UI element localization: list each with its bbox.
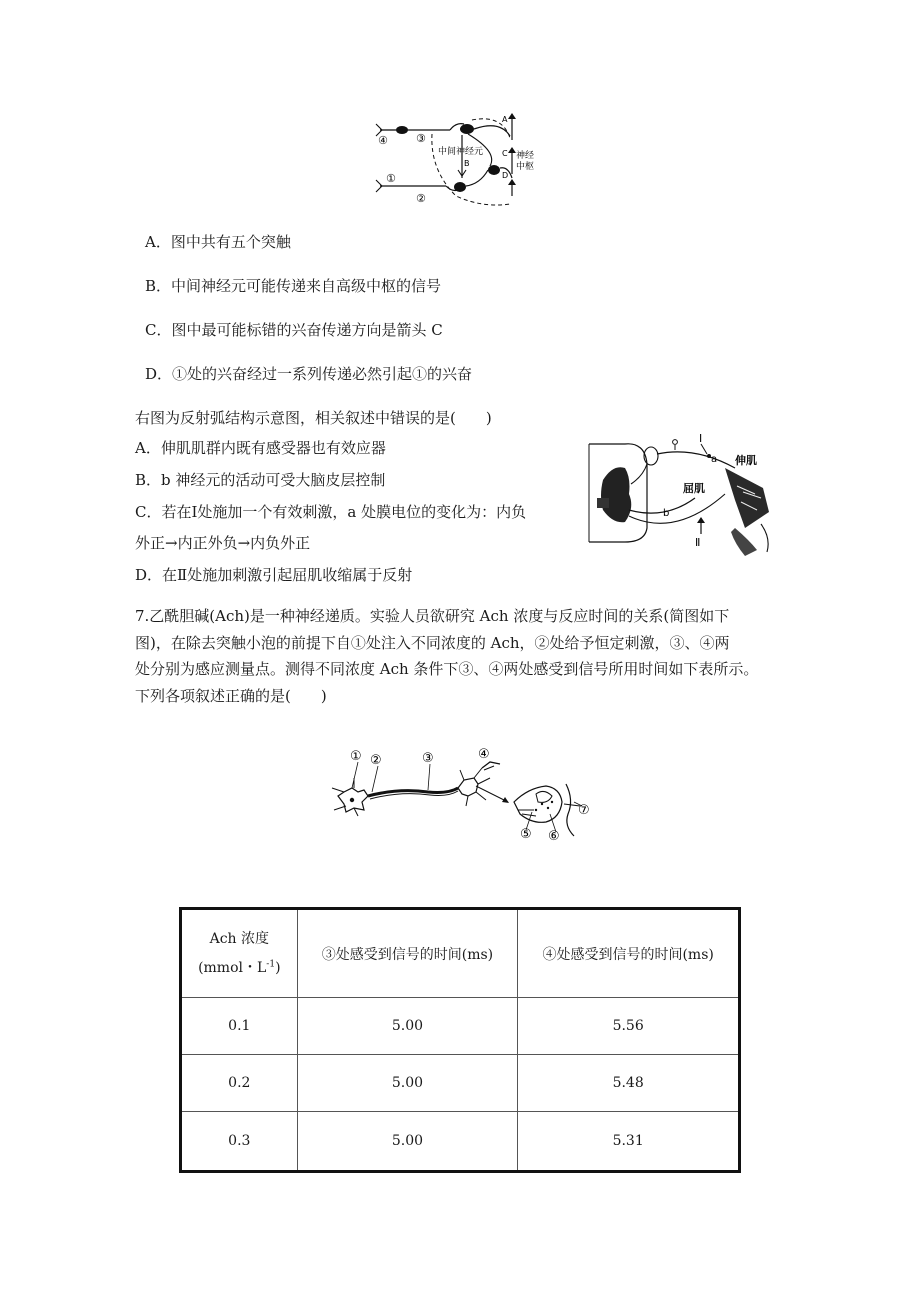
q-prev-option-a: A．图中共有五个突触 [145,233,291,251]
cell-concentration: 0.1 [181,998,298,1055]
fig1-label-4: ④ [378,134,388,147]
fig1-label-D: D [502,171,509,180]
ach-data-table [179,907,741,1173]
q-prev-option-c: C．图中最可能标错的兴奋传递方向是箭头 C [145,321,443,339]
q6-stem: 右图为反射弧结构示意图，相关叙述中错误的是( ) [135,409,492,427]
fig1-label-A: A [502,115,508,124]
q6-option-b: B．b 神经元的活动可受大脑皮层控制 [135,471,386,489]
header-ach-unit [198,960,280,976]
fig2-label-b: b [663,508,670,519]
fig2-label-flexor: 屈肌 [683,482,705,495]
figure-synapse [328,744,598,844]
table-row [181,1055,740,1112]
table-header-row [181,909,740,998]
q6-option-d: D．在Ⅱ处施加刺激引起屈肌收缩属于反射 [135,566,413,584]
q7-line-3: 处分别为感应测量点。测得不同浓度 Ach 条件下③、④两处感受到信号所用时间如下表所示。 [135,660,759,678]
fig1-label-interneuron: 中间神经元 [438,147,484,157]
fig3-label-5: ⑤ [520,827,532,842]
fig1-label-C: C [502,149,508,158]
fig3-label-4: ④ [478,747,490,762]
q7-line-2: 图)，在除去突触小泡的前提下自①处注入不同浓度的 Ach，②处给予恒定刺激，③、④两 [135,633,730,652]
fig2-label-a: a [711,454,718,465]
header-time-point-3: ③处感受到信号的时间(ms) [297,909,518,998]
table-row [181,998,740,1055]
fig1-label-3: ③ [416,132,426,145]
header-unit-close: ) [275,960,281,977]
figure-reflex-arc [585,428,777,560]
table-row [181,1112,740,1172]
header-time-point-4: ④处感受到信号的时间(ms) [518,909,740,998]
cell-time-3: 5.00 [297,1055,518,1112]
header-unit-base: (mmol・L [198,960,267,977]
cell-time-4: 5.31 [518,1112,740,1172]
header-unit-exponent: -1 [266,959,276,970]
q6-option-a: A．伸肌肌群内既有感受器也有效应器 [135,439,386,457]
cell-concentration: 0.2 [181,1055,298,1112]
q6-option-c: C．若在Ⅰ处施加一个有效刺激，a 处膜电位的变化为：内负 [135,503,527,521]
q7-stem [135,603,785,709]
cell-time-3: 5.00 [297,1112,518,1172]
fig1-label-B: B [464,159,470,168]
q6-option-c-cont: 外正→内正外负→内负外正 [135,534,311,552]
fig3-label-2: ② [370,753,382,768]
q-prev-option-b: B．中间神经元可能传递来自高级中枢的信号 [145,277,442,295]
fig2-label-extensor: 伸肌 [735,454,757,467]
q7-line-1: 7.乙酰胆碱(Ach)是一种神经递质。实验人员欲研究 Ach 浓度与反应时间的关系(简图如下 [135,607,730,625]
fig1-label-2: ② [416,192,426,205]
fig3-label-6: ⑥ [548,829,560,844]
figure-neural-pathway [372,108,552,210]
fig1-label-1: ① [386,172,396,185]
fig2-label-II: Ⅱ [695,536,701,549]
header-ach-label: Ach 浓度 [209,930,270,947]
fig3-label-1: ① [350,749,362,764]
q-prev-option-d: D．①处的兴奋经过一系列传递必然引起①的兴奋 [145,365,473,383]
cell-time-3: 5.00 [297,998,518,1055]
q7-line-4: 下列各项叙述正确的是( ) [135,686,327,705]
cell-time-4: 5.48 [518,1055,740,1112]
cell-time-4: 5.56 [518,998,740,1055]
fig3-label-7: ⑦ [578,803,590,818]
fig2-label-I: Ⅰ [699,432,703,445]
cell-concentration: 0.3 [181,1112,298,1172]
header-ach-concentration [181,909,298,998]
fig1-label-center-1: 神经 [516,151,535,161]
fig1-label-center-2: 中枢 [516,162,535,172]
fig3-label-3: ③ [422,751,434,766]
